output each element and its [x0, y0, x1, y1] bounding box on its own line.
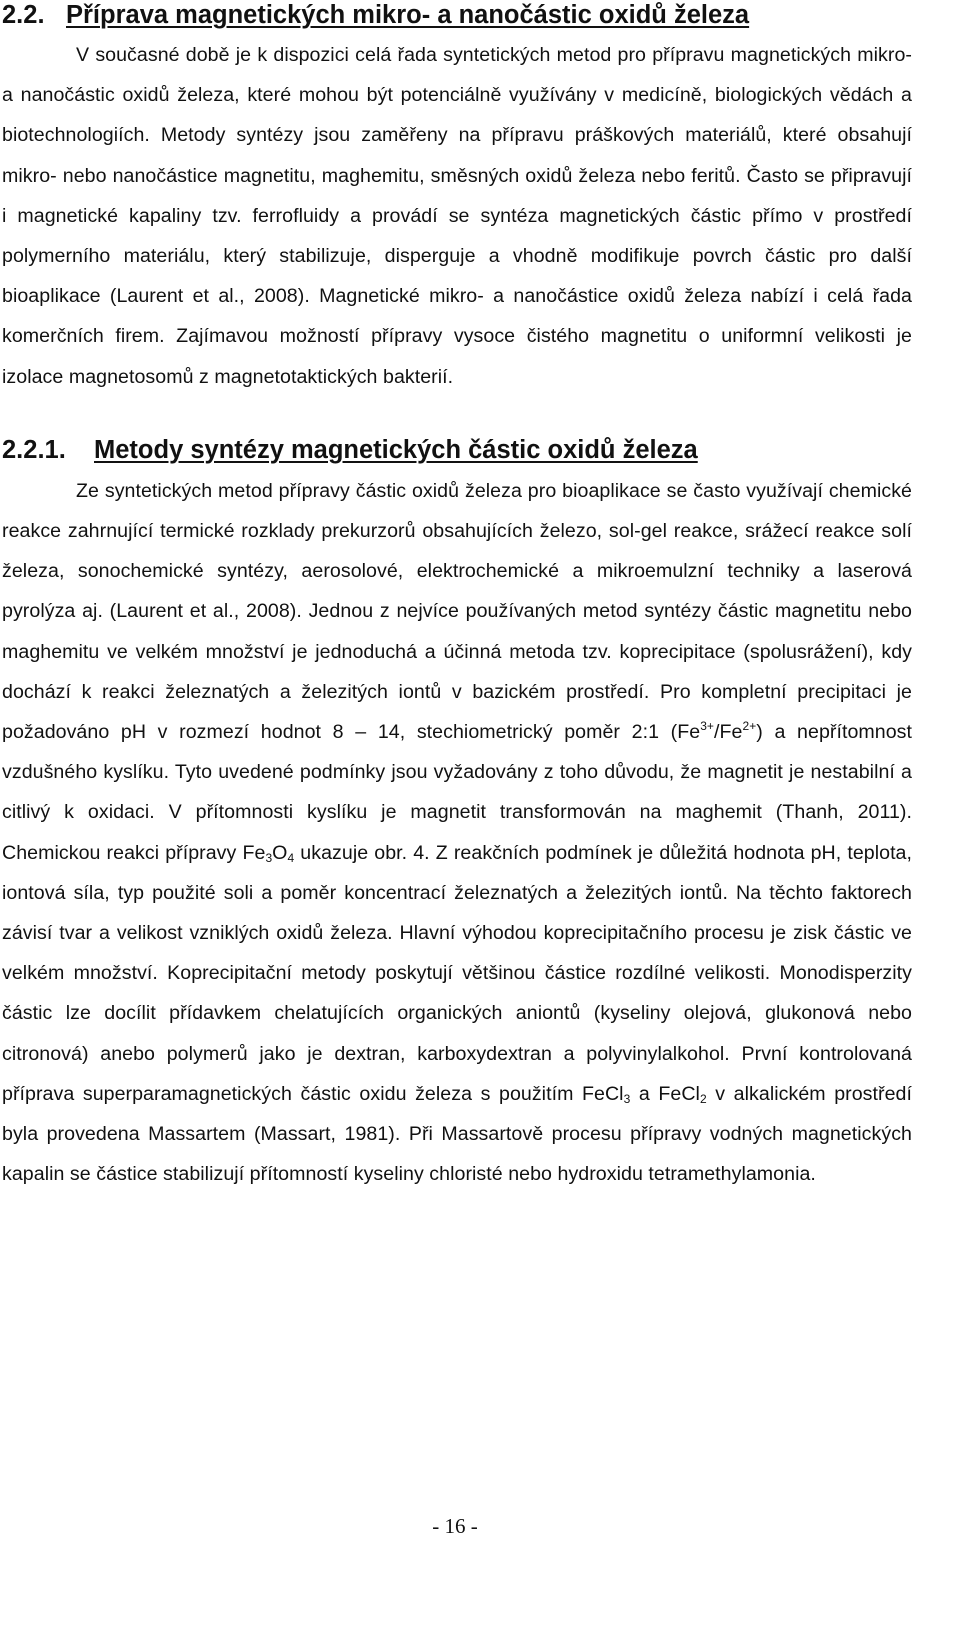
paragraph-text-part-6: a FeCl	[630, 1082, 700, 1105]
page-content	[2, 0, 912, 1194]
o-subscript: 4	[287, 850, 295, 865]
paragraph-text-part-3: ) a nepřítomnost vzdušného kyslíku. Tyto uvedené podmínky jsou vyžadovány z toho důvodu, že magnetit je nestabilní a citlivý k oxidaci. V přítomnosti kyslíku je magnetit transformován na maghemit (Thanh, 2011). Chemickou reakci přípravy Fe	[2, 721, 913, 864]
fecl3-subscript: 3	[623, 1091, 631, 1106]
subsection-heading	[2, 435, 912, 465]
paragraph-text-part-2: /Fe	[714, 721, 743, 744]
subsection-number: 2.2.1.	[2, 435, 66, 464]
section-title: Příprava magnetických mikro- a nanočástic oxidů železa	[66, 1, 750, 29]
iron-2-charge: 2+	[742, 719, 757, 734]
paragraph-text-part-7: v alkalickém prostředí byla provedena Massartem (Massart, 1981). Při Massartově procesu přípravy vodných magnetických kapalin se částice stabilizují přítomností kyseliny chloristé nebo hydroxidu tetramethylamonia.	[2, 1082, 912, 1186]
paragraph-text-part-5: ukazuje obr. 4. Z reakčních podmínek je důležitá hodnota pH, teplota, iontová síla, typ použité soli a poměr koncentrací železnatých a železitých iontů. Na těchto faktorech závisí tvar a velikost vzniklých oxidů železa. Hlavní výhodou koprecipitačního procesu je zisk částic ve velkém množství. Koprecipitační metody poskytují většinou částice rozdílné velikosti. Monodisperzity částic lze docílit přídavkem chelatujících organických aniontů (kyseliny olejová, glukonová nebo citronová) anebo polymerů jako je dextran, karboxydextran a polyvinylalkohol. První kontrolovaná příprava superparamagnetických částic oxidu železa s použitím FeCl	[2, 841, 913, 1105]
section-number: 2.2.	[2, 1, 45, 29]
iron-3-charge: 3+	[700, 719, 714, 734]
section-paragraph: V současné době je k dispozici celá řada syntetických metod pro přípravu magnetických mikro- a nanočástic oxidů železa, které mohou být potenciálně využívány v medicíně, biologických vědách a biotechnologiích. Metody syntézy jsou zaměřeny na přípravu práškových materiálů, které obsahují mikro- nebo nanočástice magnetitu, maghemitu, směsných oxidů železa nebo feritů. Často se připravují i magnetické kapaliny tzv. ferrofluidy a provádí se syntéza magnetických částic přímo v prostředí polymerního materiálu, který stabilizuje, disperguje a vhodně modifikuje povrch částic pro další bioaplikace (Laurent et al., 2008). Magnetické mikro- a nanočástice oxidů železa nabízí i celá řada komerčních firem. Zajímavou možností přípravy vysoce čistého magnetitu o uniformní velikosti je izolace magnetosomů z magnetotaktických bakterií.	[2, 44, 912, 388]
fe-subscript: 3	[265, 850, 273, 865]
page-number: - 16 -	[432, 1514, 478, 1538]
fecl2-subscript: 2	[699, 1091, 707, 1106]
subsection-title: Metody syntézy magnetických částic oxidů železa	[94, 435, 698, 464]
paragraph-text-part-4: O	[272, 841, 288, 864]
paragraph-text-part-1: Ze syntetických metod přípravy částic oxidů železa pro bioaplikace se často využívají chemické reakce zahrnující termické rozklady prekurzorů obsahujících železo, sol-gel reakce, srážecí reakce solí železa, sonochemické syntézy, aerosolové, elektrochemické a mikroemulzní techniky a laserová pyrolýza aj. (Laurent et al., 2008). Jednou z nejvíce používaných metod syntézy částic magnetitu nebo maghemitu ve velkém množství je jednoduchá a účinná metoda tzv. koprecipitace (spolusrážení), kdy dochází k reakci železnatých a železitých iontů v bazickém prostředí. Pro kompletní precipitaci je požadováno pH v rozmezí hodnot 8 – 14, stechiometrický poměr 2:1 (Fe	[2, 479, 912, 744]
subsection-paragraph	[2, 471, 912, 1195]
section-heading	[2, 0, 912, 30]
